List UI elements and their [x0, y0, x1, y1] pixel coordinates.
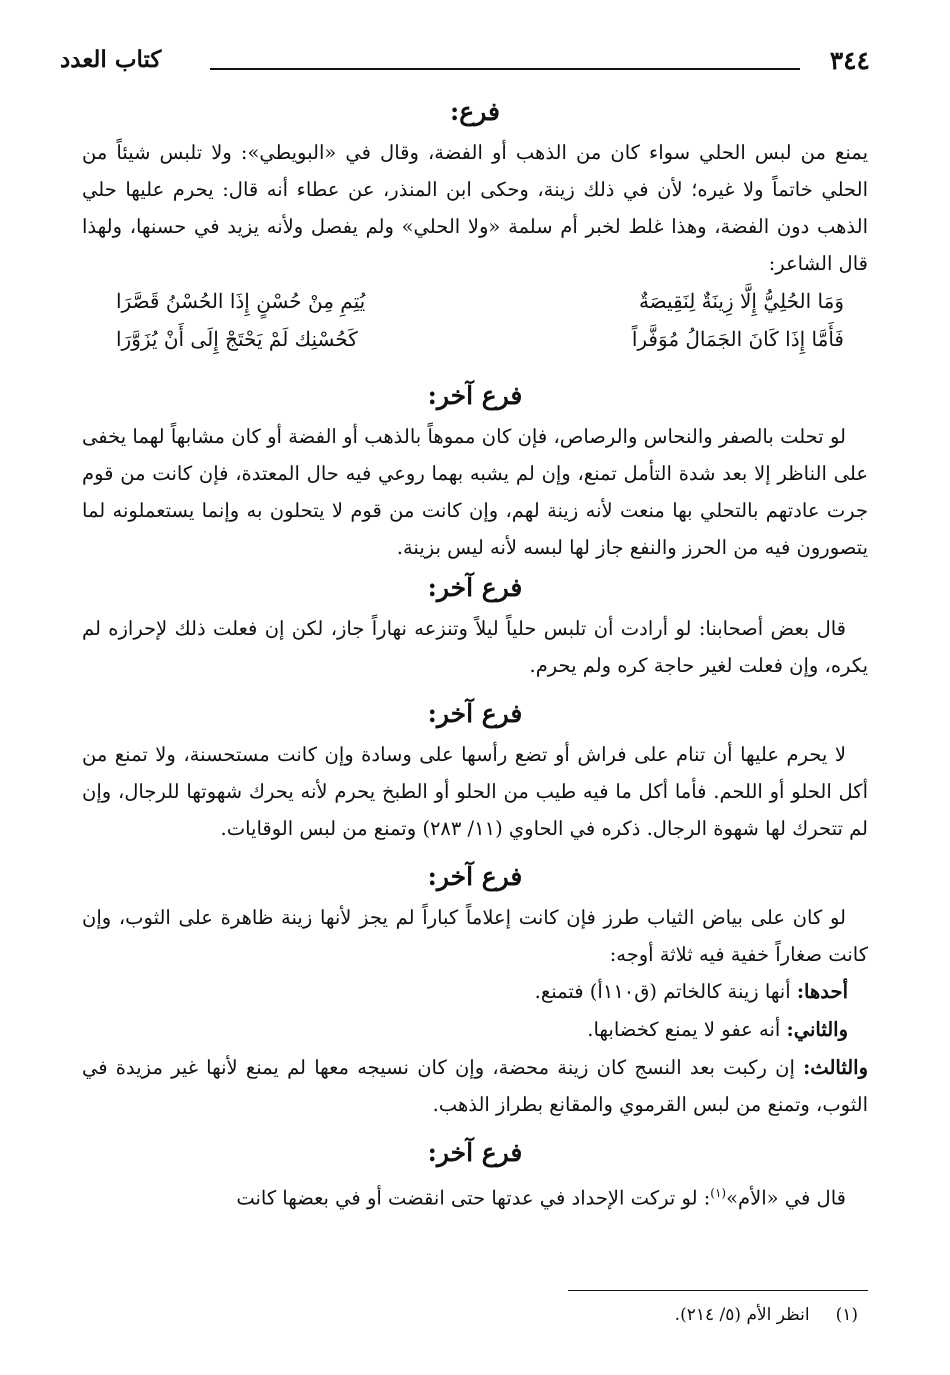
- verse-line: [82, 320, 868, 358]
- section-heading: فرع:: [450, 97, 500, 126]
- list-item: [82, 1011, 868, 1049]
- header-rule: [210, 68, 800, 70]
- section-paragraph: لا يحرم عليها أن تنام على فراش أو تضع رأسها على وسادة وإن كانت مستحسنة، ولا تمنع من أكل الحلو أو اللحم. فأما أكل ما فيه طيب من الحلو أو الطبخ يحرم لأنه يحرك شهوتها للرجال، وإن لم تتحرك لها شهوة الرجال. ذكره في الحاوي (١١/ ٢٨٣) وتمنع من لبس الوقايات.: [82, 743, 868, 840]
- footnote-number: (١): [835, 1305, 858, 1325]
- item-label: أحدها:: [796, 980, 848, 1003]
- page-number: ٣٤٤: [829, 46, 870, 75]
- section-paragraph: قال بعض أصحابنا: لو أرادت أن تلبس حلياً ليلاً وتنزعه نهاراً جاز، لكن إن فعلت ذلك لإحرازه لم يكره، وإن فعلت لغير حاجة كره ولم يحرم.: [82, 617, 868, 677]
- verse-line: [82, 282, 868, 320]
- verse-second-hemistich: كَحُسْنِك لَمْ يَحْتَجْ إِلَى أَنْ يُزَوَّرَا: [116, 327, 358, 351]
- paragraph-text: قال في «الأم»: [726, 1186, 846, 1210]
- item-text: أنه عفو لا يمنع كخضابها.: [587, 1018, 787, 1041]
- footnote: [675, 1302, 858, 1328]
- page-header: [60, 46, 870, 86]
- footnote-reference[interactable]: (١): [710, 1186, 727, 1200]
- section-heading: فرع آخر:: [427, 381, 523, 410]
- section-heading: فرع آخر:: [427, 862, 523, 891]
- list-item: [82, 1049, 868, 1123]
- poem-verse: [82, 282, 868, 358]
- item-label: والثاني:: [786, 1018, 848, 1041]
- section-paragraph: [82, 1175, 868, 1217]
- page-body: [82, 90, 868, 1217]
- running-title: كتاب العدد: [60, 46, 162, 73]
- footnote-rule: [568, 1290, 868, 1291]
- section-heading: فرع آخر:: [427, 573, 523, 602]
- verse-first-hemistich: وَمَا الحُلِيُّ إِلَّا زِينَةٌ لِنَقِيصَةٌ: [638, 289, 844, 313]
- section-heading: فرع آخر:: [427, 699, 523, 728]
- section-paragraph: لو كان على بياض الثياب طرز فإن كانت إعلاماً كباراً لم يجز لأنها زينة ظاهرة على الثوب، وإن كانت صغاراً خفية فيه ثلاثة أوجه:: [82, 906, 868, 966]
- footnote-text: انظر الأم (٥/ ٢١٤).: [674, 1305, 810, 1325]
- section-paragraph: يمنع من لبس الحلي سواء كان من الذهب أو الفضة، وقال في «البويطي»: ولا تلبس شيئاً من الحلي خاتماً ولا غيره؛ لأن في ذلك زينة، وحكى ابن المنذر، عن عطاء أنه قال: يحرم عليها حلي الذهب دون الفضة، وهذا غلط لخبر أم سلمة «ولا الحلي» ولم يفصل ولأنه يزيد في حسنها، ولهذا قال الشاعر:: [82, 141, 868, 275]
- paragraph-text: : لو تركت الإحداد في عدتها حتى انقضت أو في بعضها كانت: [236, 1186, 711, 1210]
- list-item: [82, 973, 868, 1011]
- section-paragraph: لو تحلت بالصفر والنحاس والرصاص، فإن كان مموهاً بالذهب أو الفضة أو كان مشابهاً لهما يخفى على الناظر إلا بعد شدة التأمل تمنع، وإن لم يشبه بهما روعي فيه حال المعتدة، فإن كانت من قوم جرت عادتهم بالتحلي بها منعت لأنه زينة لهم، وإن كانت من قوم لا يتحلون به وإنما يستعملونه لما يتصورون فيه من الحرز والنفع جاز لها لبسه لأنه ليس بزينة.: [82, 425, 868, 559]
- section-heading: فرع آخر:: [427, 1138, 523, 1167]
- item-text: إن ركبت بعد النسج كان زينة محضة، وإن كان نسيجه معها لم يمنع لأنها غير مزيدة في الثوب، وتمنع من لبس القرموي والمقانع بطراز الذهب.: [82, 1056, 868, 1116]
- verse-second-hemistich: يُتِمِ مِنْ حُسْنٍ إِذَا الحُسْنُ قَصَّرَا: [116, 289, 366, 313]
- item-text: أنها زينة كالخاتم (ق١١٠أ) فتمنع.: [534, 980, 797, 1003]
- item-label: والثالث:: [803, 1056, 868, 1079]
- verse-first-hemistich: فَأَمَّا إِذَا كَانَ الجَمَالُ مُوَفَّراً: [631, 327, 844, 351]
